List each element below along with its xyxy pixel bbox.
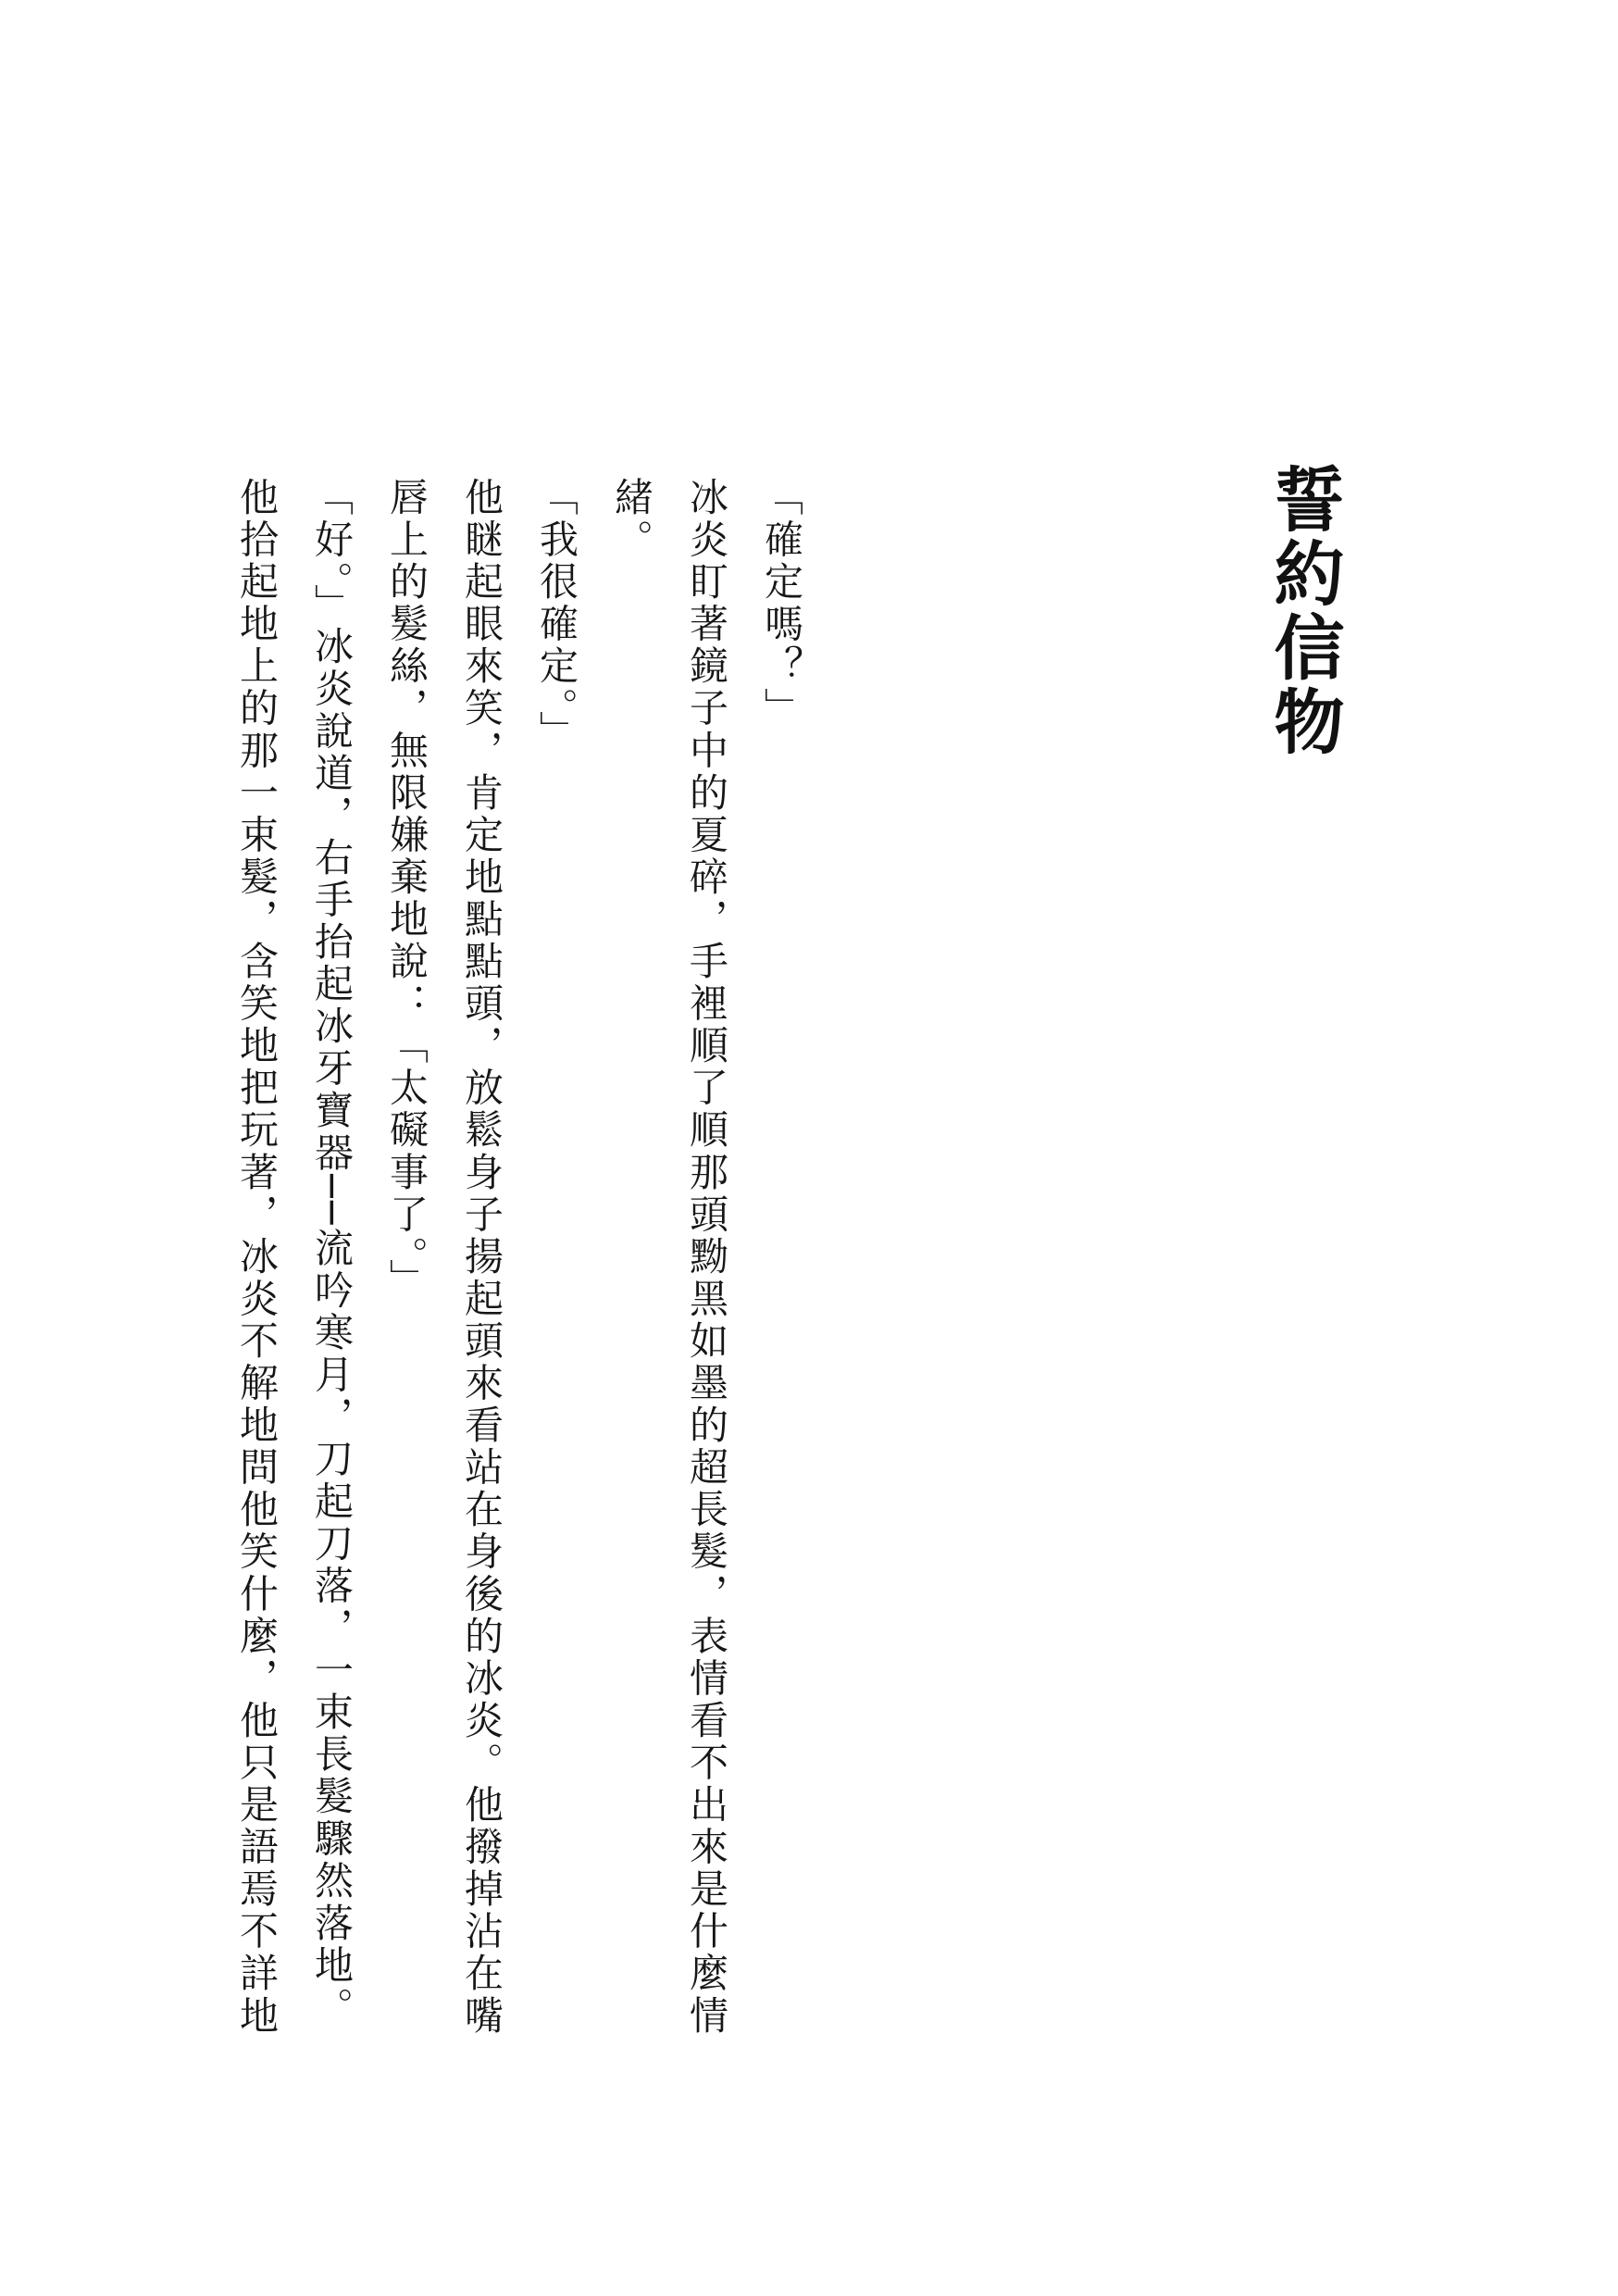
body-text [234,477,819,2051]
chapter-title: 誓約信物 [1263,463,1345,759]
paragraph: 他拾起地上的那一束髮，含笑地把玩著，冰炎不解地問他笑什麼，他只是語焉不詳地 [234,477,280,2038]
paragraph: 「好。」冰炎說道，右手抬起冰牙寶器──流吟寒月，刀起刀落，一束長髮驟然落地。 [309,477,355,2029]
paragraph: 冰炎盯著鏡子中的夏碎，手裡順了順那頭黝黑如墨的超長髮，表情看不出來是什麼情緒。 [609,477,729,2038]
paragraph: 「我很確定。」 [534,477,579,753]
paragraph: 他瞇起眼來笑，肯定地點點頭，放鬆身子揚起頭來看站在身後的冰炎。他撥掉沾在嘴唇上的髮絲，無限嫌棄地說：「太礙事了。」 [384,477,504,2038]
paragraph: 「確定嗎？」 [759,477,804,730]
